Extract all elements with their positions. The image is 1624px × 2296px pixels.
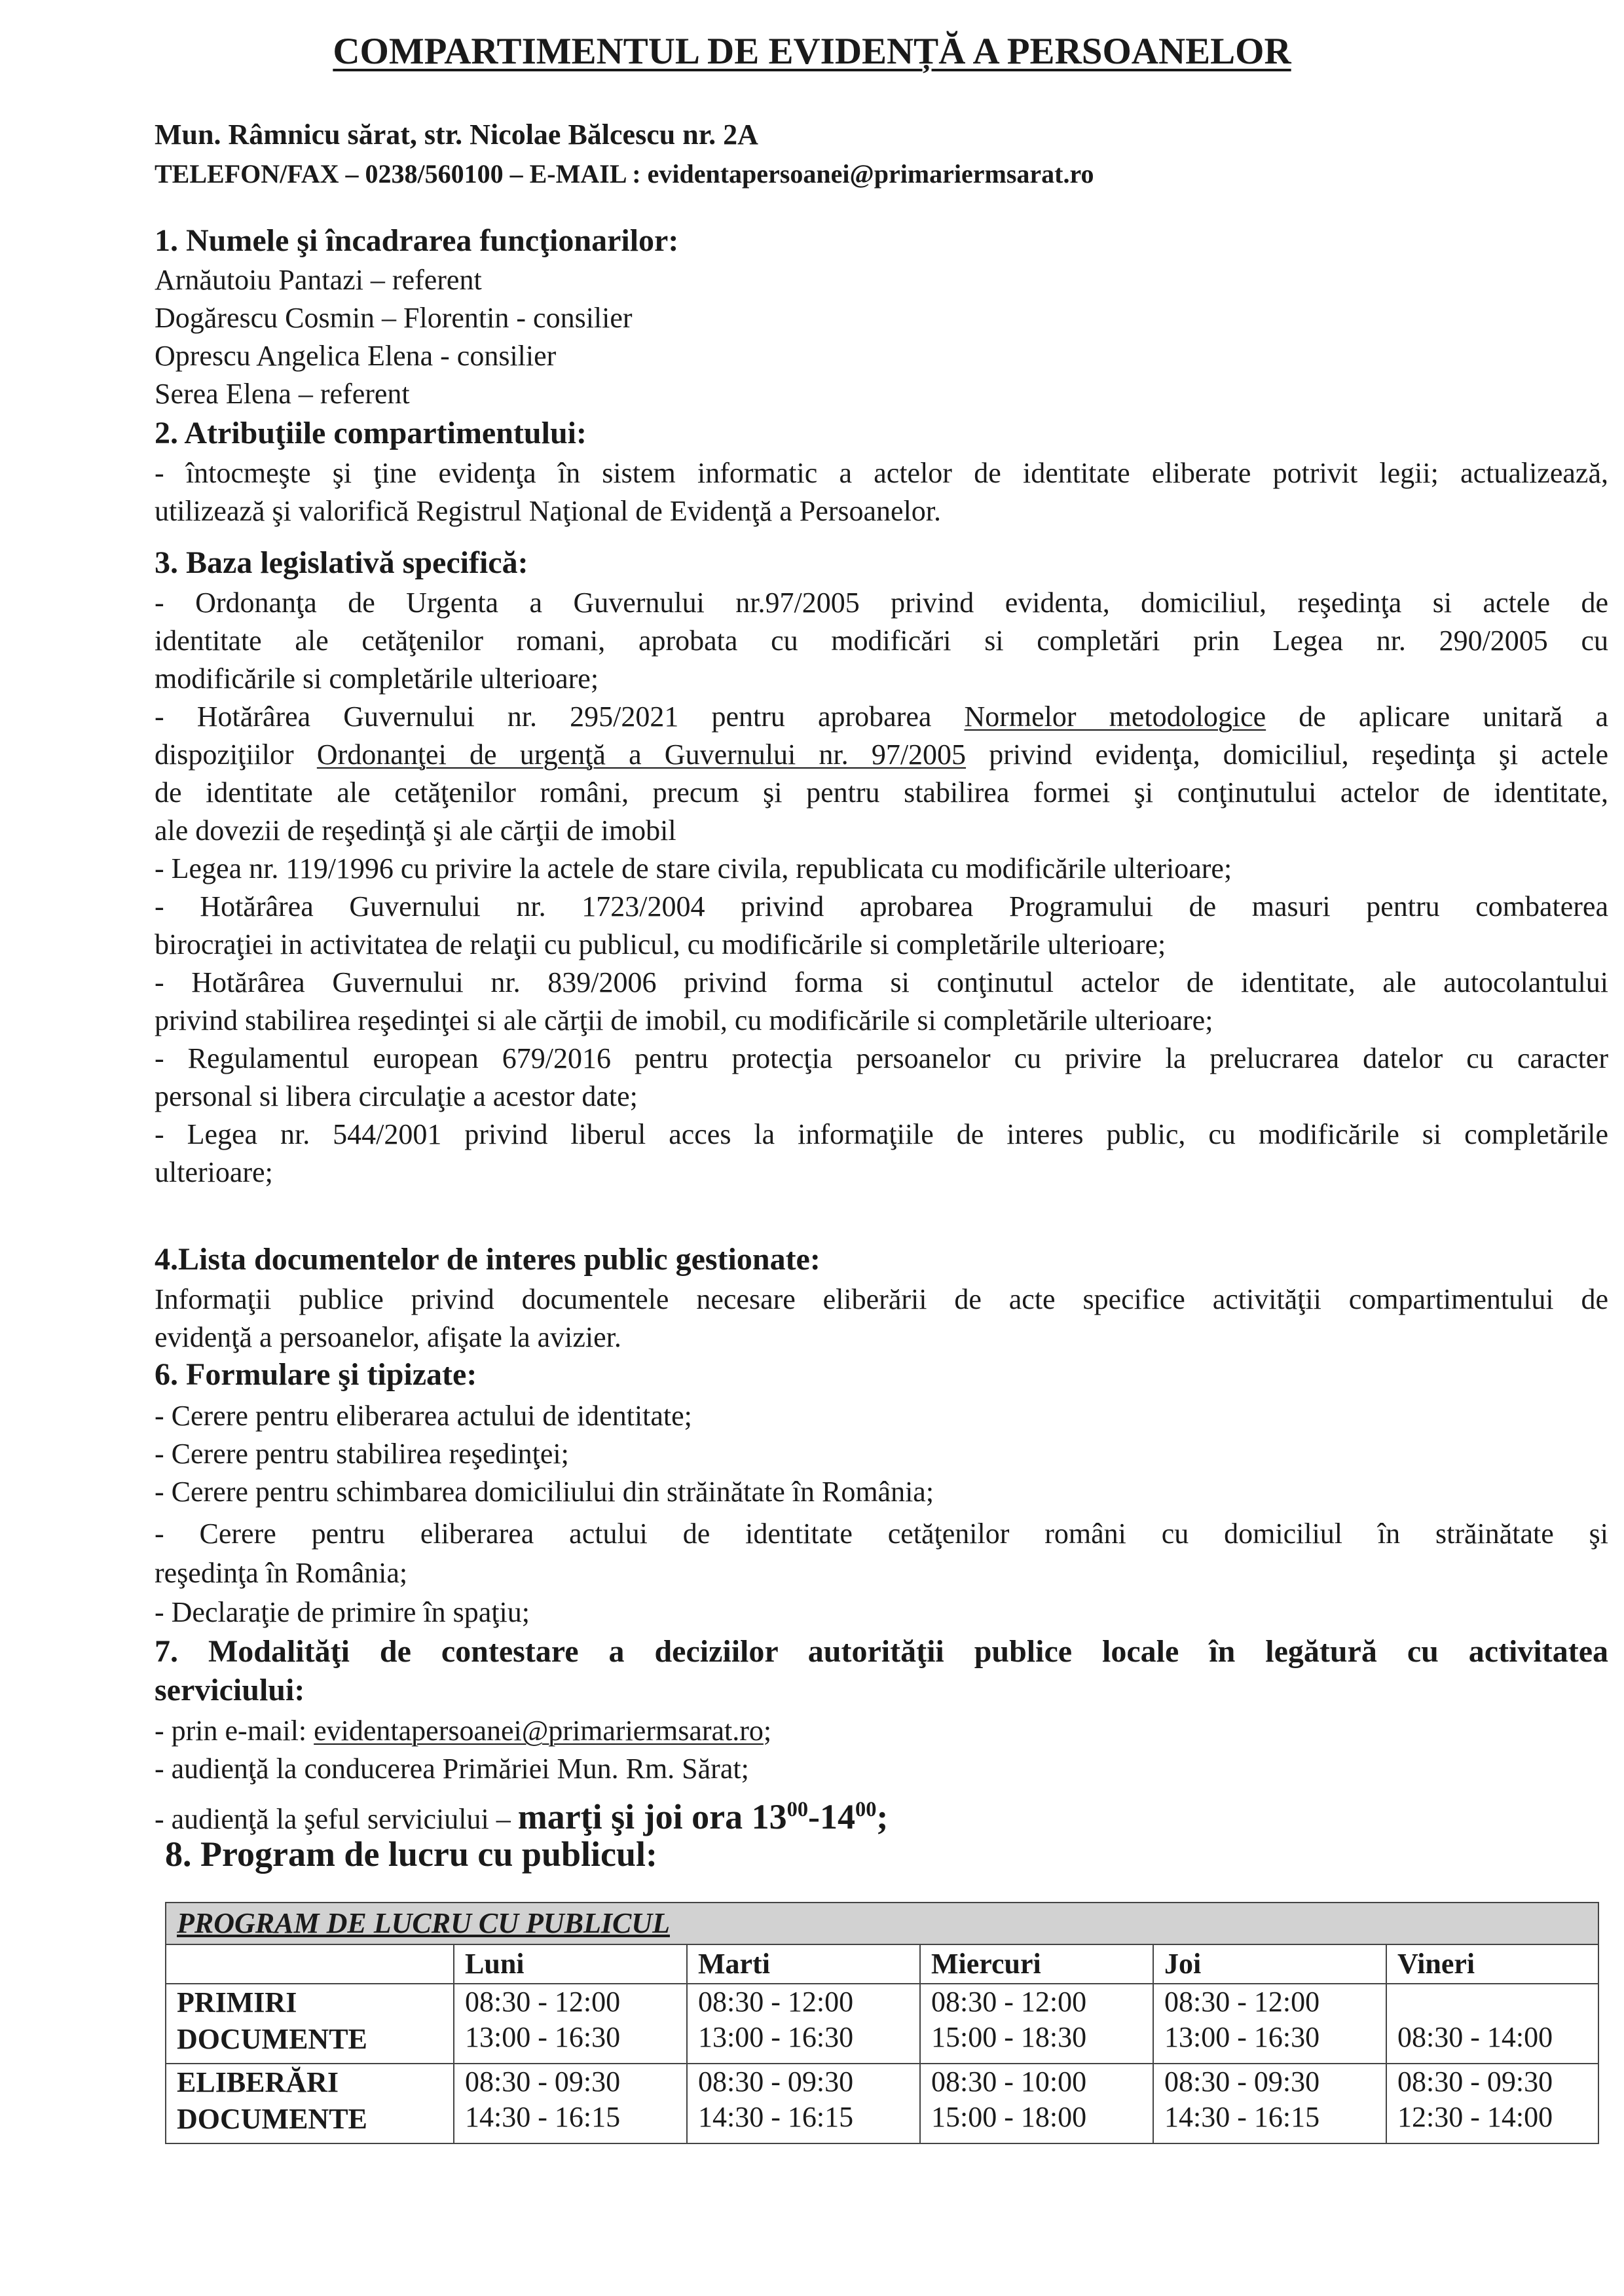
contest-text: - prin e-mail: xyxy=(155,1715,307,1747)
time-slot: 08:30 - 12:00 xyxy=(1164,1986,1320,2018)
norme-metodologice-link[interactable]: Normelor metodologice xyxy=(964,701,1266,733)
time-slot: 08:30 - 12:00 xyxy=(465,1986,621,2018)
section-7-heading: 7. Modalităţi de contestare a deciziilor autorităţii publice locale în legătură cu activitatea xyxy=(155,1634,1608,1669)
row-label-line: DOCUMENTE xyxy=(177,2023,367,2055)
day-header: Vineri xyxy=(1386,1944,1598,1984)
time-slot: 13:00 - 16:30 xyxy=(465,2021,621,2053)
staff-item: Oprescu Angelica Elena - consilier xyxy=(155,340,557,372)
schedule-cell xyxy=(1386,2064,1598,2143)
law-text: - Regulamentul european 679/2016 pentru protecţia persoanelor cu privire la prelucrarea datelor cu caracter xyxy=(155,1042,1608,1074)
contest-email-line xyxy=(155,1714,771,1748)
section-3-heading: 3. Baza legislativă specifică: xyxy=(155,545,528,580)
time-slot: 08:30 - 09:30 xyxy=(1164,2066,1320,2098)
schedule-cell xyxy=(687,2064,920,2143)
schedule-row-primiri xyxy=(166,1984,1598,2064)
schedule-cell xyxy=(1153,1984,1386,2064)
row-label-line: DOCUMENTE xyxy=(177,2103,367,2135)
schedule-row-eliberari xyxy=(166,2064,1598,2143)
law-text-hg295 xyxy=(155,698,1608,735)
time-slot xyxy=(1397,1984,1587,2020)
law-text: personal si libera circulaţie a acestor date; xyxy=(155,1080,638,1112)
staff-item: Dogărescu Cosmin – Florentin - consilier xyxy=(155,302,633,334)
schedule-cell xyxy=(454,1984,687,2064)
staff-item: Serea Elena – referent xyxy=(155,378,410,410)
audience-start-minutes: 00 xyxy=(786,1798,809,1821)
law-text: de identitate ale cetăţenilor români, precum şi pentru stabilirea formei şi conţinutului actelor de identitate, xyxy=(155,776,1608,809)
law-text: - Hotărârea Guvernului nr. 295/2021 pentru aprobarea xyxy=(155,701,932,733)
contact-line: TELEFON/FAX – 0238/560100 – E-MAIL : evidentapersoanei@primariermsarat.ro xyxy=(155,159,1094,189)
time-slot: 08:30 - 10:00 xyxy=(931,2066,1087,2098)
schedule-corner xyxy=(166,1944,454,1984)
contest-audience-line: - audienţă la conducerea Primăriei Mun. Rm. Sărat; xyxy=(155,1753,749,1785)
section-4-text: Informaţii publice privind documentele necesare eliberării de acte specifice activităţii compartimentului de xyxy=(155,1283,1608,1315)
time-slot: 08:30 - 09:30 xyxy=(698,2066,854,2098)
audience-end-minutes: 00 xyxy=(855,1798,877,1821)
section-4-text: evidenţă a persoanelor, afişate la avizier. xyxy=(155,1321,621,1353)
schedule-cell xyxy=(1386,1984,1598,2064)
section-6-heading: 6. Formulare şi tipizate: xyxy=(155,1357,477,1392)
section-2-text: - întocmeşte şi ţine evidenţa în sistem informatic a actelor de identitate eliberate potrivit legii; actualizează, xyxy=(155,457,1608,489)
schedule-title: PROGRAM DE LUCRU CU PUBLICUL xyxy=(166,1903,1598,1944)
contest-text: ; xyxy=(763,1715,772,1747)
day-header: Joi xyxy=(1153,1944,1386,1984)
row-label xyxy=(166,1984,454,2064)
law-text-hg295-cont xyxy=(155,736,1608,773)
time-slot: 12:30 - 14:00 xyxy=(1397,2101,1553,2133)
contest-text: - audienţă la şeful serviciului – xyxy=(155,1803,511,1835)
time-slot: 14:30 - 16:15 xyxy=(1164,2101,1320,2133)
time-slot: 13:00 - 16:30 xyxy=(698,2021,854,2053)
time-slot: 15:00 - 18:00 xyxy=(931,2101,1087,2133)
row-label-line: PRIMIRI xyxy=(177,1986,297,2018)
section-8-heading: 8. Program de lucru cu publicul: xyxy=(165,1834,658,1874)
form-item: reşedinţa în România; xyxy=(155,1557,408,1589)
audience-hours xyxy=(518,1797,889,1836)
audience-end: ; xyxy=(876,1797,889,1836)
section-2-heading: 2. Atribuţiile compartimentului: xyxy=(155,416,587,450)
form-item: - Declaraţie de primire în spaţiu; xyxy=(155,1596,530,1628)
schedule-cell xyxy=(920,2064,1153,2143)
document-title: COMPARTIMENTUL DE EVIDENȚĂ A PERSOANELOR xyxy=(333,31,1291,72)
law-text: - Hotărârea Guvernului nr. 1723/2004 privind aprobarea Programului de masuri pentru combaterea xyxy=(155,890,1608,922)
time-slot: 15:00 - 18:30 xyxy=(931,2021,1087,2053)
audience-days: marţi şi joi ora 13 xyxy=(517,1797,787,1836)
law-text: ulterioare; xyxy=(155,1156,273,1188)
form-item: - Cerere pentru eliberarea actului de identitate; xyxy=(155,1400,692,1432)
law-text: birocraţiei in activitatea de relaţii cu publicul, cu modificările si completările ulterioare; xyxy=(155,928,1166,960)
time-slot: 08:30 - 12:00 xyxy=(931,1986,1087,2018)
law-text: - Legea nr. 119/1996 cu privire la actele de stare civila, republicata cu modificările ulterioare; xyxy=(155,852,1232,884)
day-header: Miercuri xyxy=(920,1944,1153,1984)
section-1-heading: 1. Numele şi încadrarea funcţionarilor: xyxy=(155,223,679,258)
time-slot: 14:30 - 16:15 xyxy=(698,2101,854,2133)
law-text: privind stabilirea reşedinţei si ale cărţii de imobil, cu modificările si completările ulterioare; xyxy=(155,1004,1213,1036)
row-label-line: ELIBERĂRI xyxy=(177,2066,339,2098)
law-text: dispoziţiilor xyxy=(155,738,294,771)
form-item: - Cerere pentru schimbarea domiciliului din străinătate în România; xyxy=(155,1476,934,1508)
law-text: privind evidenţa, domiciliul, reşedinţa şi actele xyxy=(989,738,1608,771)
audience-end-hour: -14 xyxy=(808,1797,855,1836)
day-header: Marti xyxy=(687,1944,920,1984)
section-4-heading: 4.Lista documentelor de interes public gestionate: xyxy=(155,1242,821,1277)
time-slot: 08:30 - 12:00 xyxy=(698,1986,854,2018)
time-slot: 14:30 - 16:15 xyxy=(465,2101,621,2133)
law-text: - Ordonanţa de Urgenta a Guvernului nr.97/2005 privind evidenta, domiciliul, reşedinţa si actele de xyxy=(155,587,1608,619)
schedule-cell xyxy=(920,1984,1153,2064)
address: Mun. Râmnicu sărat, str. Nicolae Bălcescu nr. 2A xyxy=(155,118,758,151)
day-header: Luni xyxy=(454,1944,687,1984)
contest-email-link[interactable]: evidentapersoanei@primariermsarat.ro xyxy=(314,1715,764,1747)
schedule-cell xyxy=(687,1984,920,2064)
row-label xyxy=(166,2064,454,2143)
schedule-cell xyxy=(454,2064,687,2143)
law-text: identitate ale cetăţenilor romani, aprobata cu modificări si completări prin Legea nr. 290/2005 cu xyxy=(155,625,1608,657)
form-item: - Cerere pentru eliberarea actului de identitate cetăţenilor români cu domiciliul în străinătate şi xyxy=(155,1518,1608,1550)
schedule-table xyxy=(165,1902,1598,2144)
time-slot: 08:30 - 09:30 xyxy=(1397,2066,1553,2098)
time-slot: 08:30 - 14:00 xyxy=(1397,2021,1553,2053)
oug-97-2005-link[interactable]: Ordonanţei de urgenţă a Guvernului nr. 97/2005 xyxy=(316,738,967,771)
form-item: - Cerere pentru stabilirea reşedinţei; xyxy=(155,1438,569,1470)
schedule-cell xyxy=(1153,2064,1386,2143)
time-slot: 13:00 - 16:30 xyxy=(1164,2021,1320,2053)
section-7-heading-cont: serviciului: xyxy=(155,1673,305,1707)
section-2-text: utilizează şi valorifică Registrul Naţional de Evidenţă a Persoanelor. xyxy=(155,495,942,527)
law-text: ale dovezii de reşedinţă şi ale cărţii de imobil xyxy=(155,814,676,847)
law-text: de aplicare unitară a xyxy=(1299,701,1609,733)
law-text: - Hotărârea Guvernului nr. 839/2006 privind forma si conţinutul actelor de identitate, ale autocolantului xyxy=(155,966,1608,998)
staff-item: Arnăutoiu Pantazi – referent xyxy=(155,264,482,296)
law-text: modificările si completările ulterioare; xyxy=(155,663,599,695)
time-slot: 08:30 - 09:30 xyxy=(465,2066,621,2098)
law-text: - Legea nr. 544/2001 privind liberul acces la informaţiile de interes public, cu modificările si completările xyxy=(155,1118,1608,1150)
